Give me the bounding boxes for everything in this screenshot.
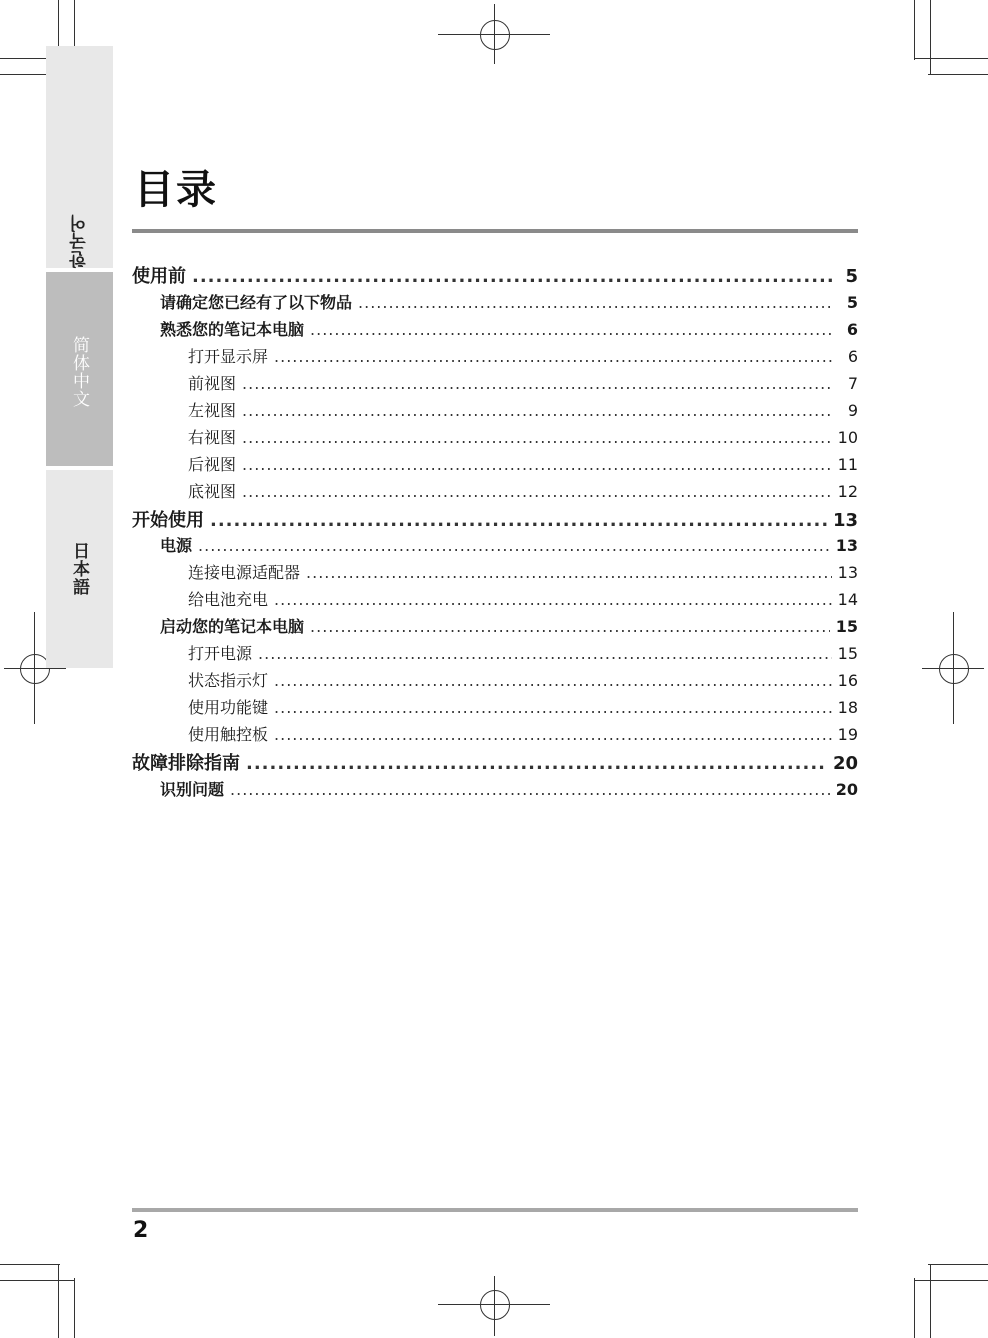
toc-entry-title: 请确定您已经有了以下物品 — [160, 292, 353, 312]
toc-entry-title: 右视图 — [188, 427, 237, 447]
toc-entry-title: 状态指示灯 — [188, 671, 269, 690]
tab-japanese[interactable] — [46, 470, 113, 668]
footer-divider — [132, 1208, 858, 1212]
tab-simplified-chinese[interactable] — [46, 272, 113, 468]
toc-leader-dots — [230, 780, 830, 799]
language-tabs — [46, 46, 113, 668]
toc-entry-page: 15 — [835, 617, 858, 636]
toc-entry-page: 11 — [837, 454, 858, 474]
toc-entry[interactable] — [132, 560, 858, 587]
toc-entry[interactable] — [132, 317, 858, 344]
toc-entry-title: 开始使用 — [132, 509, 204, 531]
toc-entry-title: 使用功能键 — [188, 698, 269, 717]
page-title: 目录 — [134, 167, 218, 213]
toc-entry-title: 启动您的笔记本电脑 — [160, 617, 305, 636]
toc-entry[interactable] — [132, 425, 858, 452]
toc-entry-title: 使用触控板 — [188, 725, 269, 744]
toc-entry-page: 18 — [837, 698, 858, 717]
toc-leader-dots — [274, 590, 832, 609]
toc-entry-page: 6 — [846, 319, 858, 339]
toc-entry-title: 使用前 — [132, 266, 186, 287]
toc-entry[interactable] — [132, 398, 858, 425]
toc-entry-page: 5 — [846, 292, 858, 312]
tab-japanese-label: 日本語 — [69, 542, 89, 596]
toc-entry[interactable] — [132, 641, 858, 668]
toc-entry[interactable] — [132, 452, 858, 479]
toc-entry-page: 15 — [837, 644, 858, 663]
title-divider — [132, 229, 858, 233]
toc-entry-page: 16 — [837, 671, 858, 690]
toc-leader-dots — [258, 644, 832, 663]
toc-leader-dots — [242, 374, 832, 393]
toc-entry-title: 熟悉您的笔记本电脑 — [160, 319, 305, 339]
toc-entry-page: 12 — [837, 481, 858, 501]
toc-entry[interactable] — [132, 722, 858, 749]
toc-entry[interactable] — [132, 668, 858, 695]
toc-entry[interactable] — [132, 587, 858, 614]
toc-leader-dots — [274, 671, 832, 690]
toc-entry[interactable] — [132, 479, 858, 506]
toc-entry-title: 前视图 — [188, 373, 237, 393]
toc-entry-page: 19 — [837, 725, 858, 744]
toc-entry[interactable] — [132, 344, 858, 371]
toc-entry-title: 识别问题 — [160, 779, 225, 799]
toc-leader-dots — [198, 536, 830, 555]
tab-korean[interactable] — [46, 46, 113, 270]
toc-entry-page: 10 — [837, 427, 858, 447]
toc-entry-title: 打开电源 — [188, 644, 253, 663]
toc-entry-page: 14 — [837, 590, 858, 609]
toc-entry-page: 9 — [847, 400, 858, 420]
toc-leader-dots — [358, 293, 832, 312]
toc-entry[interactable] — [132, 290, 858, 317]
toc-entry-title: 给电池充电 — [188, 590, 269, 609]
toc-entry[interactable] — [132, 262, 858, 290]
toc-leader-dots — [242, 482, 832, 501]
toc-leader-dots — [274, 698, 832, 717]
toc-leader-dots — [242, 401, 832, 420]
toc-leader-dots — [310, 617, 830, 636]
toc-leader-dots — [242, 428, 832, 447]
toc-entry-title: 左视图 — [188, 400, 237, 420]
tab-simplified-chinese-label: 简体中文 — [69, 336, 89, 408]
toc-entry-page: 13 — [832, 509, 858, 531]
table-of-contents — [132, 262, 858, 804]
toc-entry-page: 5 — [845, 266, 858, 287]
toc-entry-page: 13 — [835, 536, 858, 555]
toc-entry[interactable] — [132, 533, 858, 560]
toc-entry-page: 13 — [837, 563, 858, 582]
toc-entry-title: 电源 — [160, 536, 193, 555]
toc-leader-dots — [242, 455, 832, 474]
toc-entry-page: 7 — [847, 373, 858, 393]
toc-entry-page: 6 — [847, 346, 858, 366]
toc-entry[interactable] — [132, 371, 858, 398]
toc-leader-dots — [210, 510, 827, 531]
page-number: 2 — [133, 1218, 149, 1243]
toc-entry[interactable] — [132, 749, 858, 777]
toc-leader-dots — [306, 563, 832, 582]
toc-entry[interactable] — [132, 695, 858, 722]
toc-entry-title: 打开显示屏 — [188, 346, 269, 366]
toc-leader-dots — [246, 753, 827, 774]
toc-leader-dots — [310, 320, 832, 339]
toc-leader-dots — [274, 725, 832, 744]
tab-korean-label: 한국어 — [70, 214, 90, 268]
toc-entry-title: 连接电源适配器 — [188, 563, 301, 582]
toc-entry[interactable] — [132, 614, 858, 641]
toc-entry[interactable] — [132, 506, 858, 534]
toc-entry-page: 20 — [835, 779, 858, 799]
toc-entry[interactable] — [132, 777, 858, 804]
toc-entry-title: 底视图 — [188, 481, 237, 501]
toc-leader-dots — [192, 266, 832, 287]
toc-entry-title: 故障排除指南 — [132, 753, 240, 774]
toc-entry-title: 后视图 — [188, 454, 237, 474]
toc-leader-dots — [274, 347, 832, 366]
toc-entry-page: 20 — [832, 753, 858, 774]
